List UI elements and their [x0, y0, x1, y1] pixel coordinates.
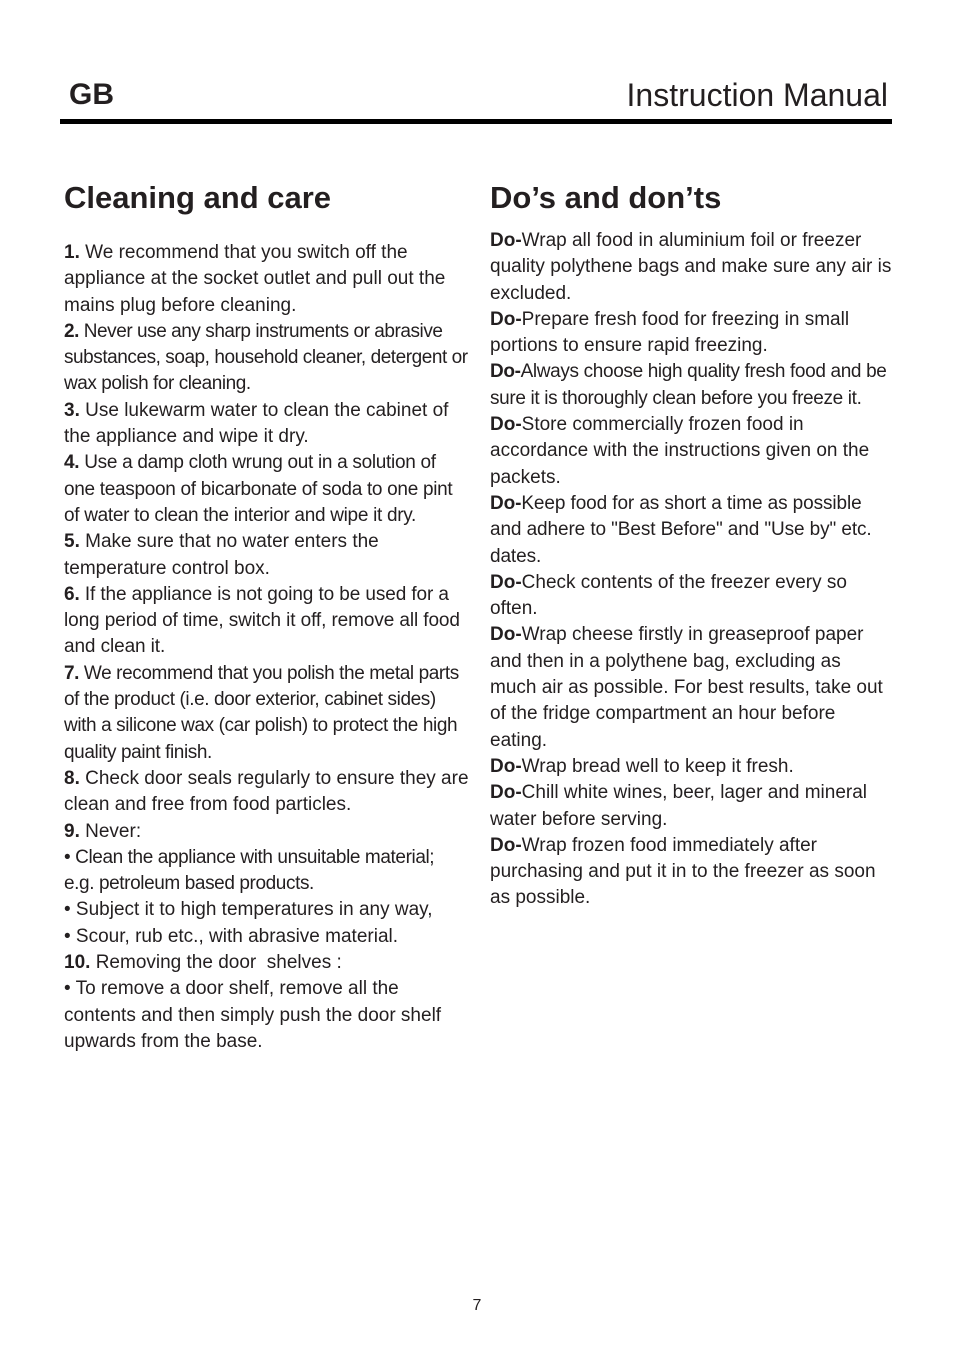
dos-section: [490, 178, 892, 912]
do-label: Do-: [490, 230, 522, 251]
cleaning-item: [64, 529, 469, 582]
do-item: [490, 570, 892, 623]
dos-list: [490, 228, 892, 912]
manual-title: Instruction Manual: [626, 77, 888, 113]
item-number: 1.: [64, 242, 80, 263]
do-text: Wrap cheese firstly in greaseproof paper and then in a polythene bag, excluding as much air as possible. For best results, take out of the fridge compartment an hour before eating.: [490, 624, 883, 751]
never-bullet: • Scour, rub etc., with abrasive material.: [64, 925, 399, 947]
do-text: Wrap all food in aluminium foil or freezer quality polythene bags and make sure any air is excluded.: [490, 230, 892, 304]
do-item: [490, 622, 892, 753]
do-text: Store commercially frozen food in accordance with the instructions given on the packets.: [490, 414, 870, 488]
cleaning-item: [64, 582, 469, 661]
do-text: Keep food for as short a time as possible and adhere to "Best Before" and "Use by" etc. dates.: [490, 492, 872, 567]
item-number: 3.: [64, 399, 80, 421]
item-number: 2.: [64, 320, 79, 342]
shelf-bullet: • To remove a door shelf, remove all the contents and then simply push the door shelf upwards from the base.: [64, 978, 442, 1052]
do-item: [490, 412, 892, 491]
cleaning-item: [64, 950, 469, 976]
cleaning-item: [64, 661, 469, 766]
item-text: We recommend that you switch off the appliance at the socket outlet and pull out the mains plug before cleaning.: [64, 242, 446, 316]
item-number: 7.: [64, 662, 80, 684]
never-bullet: • Clean the appliance with unsuitable material; e.g. petroleum based products.: [64, 846, 435, 895]
item-text: Use a damp cloth wrung out in a solution of one teaspoon of bicarbonate of soda to one pint of water to clean the interior and wipe it dry.: [64, 452, 453, 526]
do-text: Wrap frozen food immediately after purchasing and put it in to the freezer as soon as possible.: [490, 834, 876, 909]
item-number: 10.: [64, 952, 91, 974]
item-number: 5.: [64, 531, 80, 553]
do-item: [490, 833, 892, 912]
do-label: Do-: [490, 571, 522, 593]
do-label: Do-: [490, 414, 522, 436]
item-text: If the appliance is not going to be used for a long period of time, switch it off, remove all food and clean it.: [64, 583, 460, 658]
do-item: [490, 307, 892, 360]
do-item: [490, 491, 892, 570]
cleaning-item: [64, 398, 469, 451]
dos-title: Do’s and don’ts: [490, 180, 722, 215]
item-text: Make sure that no water enters the temperature control box.: [64, 531, 379, 579]
do-item: [490, 780, 892, 833]
cleaning-title: Cleaning and care: [64, 180, 332, 215]
item-text: Removing the door shelves :: [90, 952, 342, 974]
do-label: Do-: [490, 492, 522, 514]
item-number: 9.: [64, 820, 80, 842]
do-item: [490, 754, 892, 780]
item-text: We recommend that you polish the metal parts of the product (i.e. door exterior, cabinet sides) with a silicone wax (car polish) to protect the high quality paint finish.: [64, 662, 459, 763]
do-label: Do-: [490, 834, 522, 856]
do-item: [490, 359, 892, 412]
item-number: 6.: [64, 583, 80, 605]
cleaning-item: [64, 819, 469, 845]
item-text: Never use any sharp instruments or abrasive substances, soap, household cleaner, detergent or wax polish for cleaning.: [64, 320, 468, 395]
cleaning-section: [64, 178, 469, 1055]
item-text: Use lukewarm water to clean the cabinet of the appliance and wipe it dry.: [64, 399, 449, 448]
do-item: [490, 228, 892, 307]
never-bullet: • Subject it to high temperatures in any way,: [64, 899, 433, 921]
item-text: Never:: [79, 820, 142, 842]
page-number: 7: [472, 1297, 482, 1314]
do-label: Do-: [490, 361, 521, 383]
item-number: 4.: [64, 452, 80, 474]
language-code: GB: [69, 78, 114, 111]
do-text: Always choose high quality fresh food and be sure it is thoroughly clean before you freeze it.: [490, 361, 887, 409]
cleaning-item: [64, 450, 469, 529]
cleaning-item: [64, 766, 469, 819]
page-header: [60, 74, 892, 116]
item-number: 8.: [64, 767, 80, 789]
item-text: Check door seals regularly to ensure they are clean and free from food particles.: [64, 767, 469, 816]
do-label: Do-: [490, 755, 522, 777]
do-text: Wrap bread well to keep it fresh.: [521, 755, 794, 777]
do-label: Do-: [490, 308, 522, 330]
do-label: Do-: [490, 782, 522, 804]
do-text: Chill white wines, beer, lager and mineral water before serving.: [490, 782, 867, 830]
do-label: Do-: [490, 624, 522, 646]
cleaning-item: [64, 240, 469, 319]
header-divider: [60, 119, 892, 124]
cleaning-item: [64, 319, 469, 398]
do-text: Check contents of the freezer every so often.: [490, 571, 847, 620]
do-text: Prepare fresh food for freezing in small portions to ensure rapid freezing.: [490, 308, 850, 357]
